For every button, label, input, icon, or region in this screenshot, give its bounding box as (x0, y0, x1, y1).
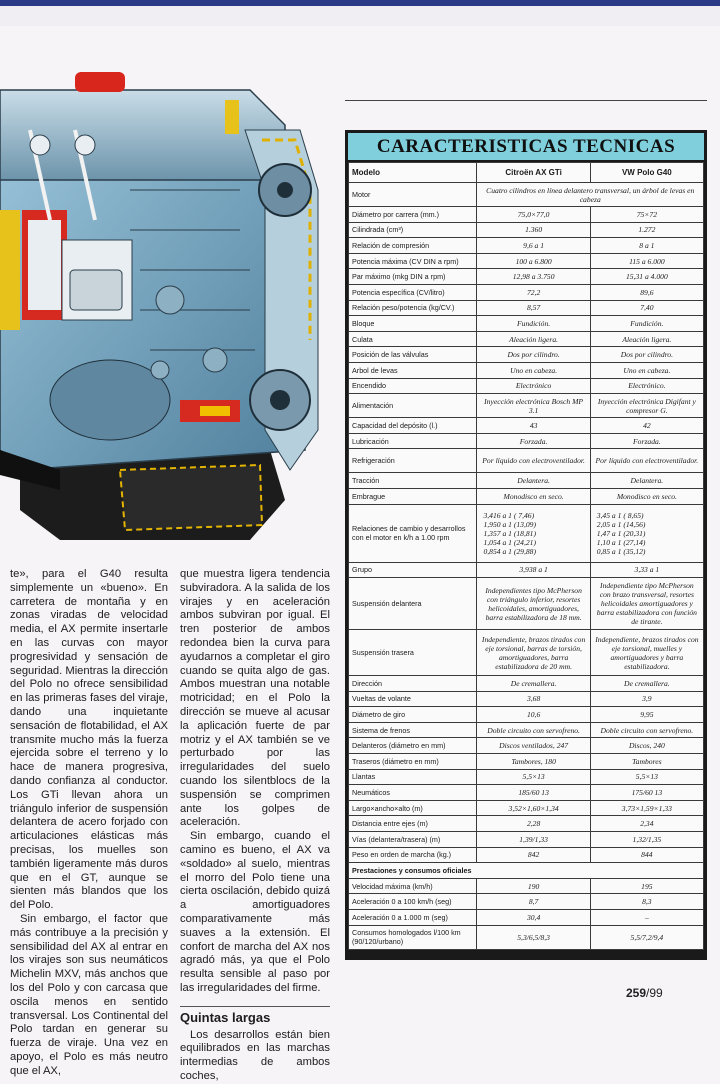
specs-row-value-citroen: Delantera. (477, 473, 590, 489)
specs-row (349, 253, 704, 269)
header-rule (345, 100, 707, 101)
page-number (626, 986, 663, 1000)
article-paragraph: Sin embargo, el factor que más contribuye a la precisión y sensibilidad del AX al entrar en los virajes son sus neumáticos Michelin MXV, más anchos que los del Polo y con carcasa que oscila menos en sentido transversal. Los Continental del Polo tardan en generar su fuerza de viraje. Una vez en apoyo, el Polo es más neutro que el AX, (10, 912, 168, 1077)
specs-row-value-polo: Independiente tipo McPherson con brazo transversal, resortes helicoidales amortiguadores y barra estabilizadora con función de tirante. (590, 578, 703, 630)
specs-row-value-polo: Uno en cabeza. (590, 362, 703, 378)
specs-row-label: Grupo (349, 562, 477, 578)
specs-row-value-citroen: 3,52×1,60×1,34 (477, 800, 590, 816)
specs-row (349, 630, 704, 676)
specs-row (349, 347, 704, 363)
specs-row (349, 785, 704, 801)
specs-title: CARACTERISTICAS TECNICAS (348, 133, 704, 160)
specs-row (349, 562, 704, 578)
specs-row-label: Par máximo (mkg DIN a rpm) (349, 269, 477, 285)
specs-row (349, 691, 704, 707)
article-subheading: Quintas largas (180, 1006, 330, 1025)
page-number-main: 259 (626, 986, 647, 1000)
specs-row-label: Aceleración 0 a 100 km/h (seg) (349, 894, 477, 910)
specs-row-value-citroen: 72,2 (477, 284, 590, 300)
specs-row-value-citroen: Independiente, brazos tirados con eje torsional, barras de torsión, amortiguadores, barra estabilizadora de 20 mm. (477, 630, 590, 676)
specs-row (349, 707, 704, 723)
specs-row-label: Suspensión delantera (349, 578, 477, 630)
specs-row-value-polo: 115 a 6.000 (590, 253, 703, 269)
specs-row-label: Cilindrada (cm³) (349, 222, 477, 238)
specs-row (349, 894, 704, 910)
specs-row-label: Prestaciones y consumos oficiales (349, 863, 704, 879)
specs-row-value-citroen: 3,416 a 1 ( 7,46) 1,950 a 1 (13,09) 1,357 a 1 (18,81) 1,054 a 1 (24,21) 0,854 a 1 (29,88) (477, 504, 590, 562)
specs-row-value-polo: Delantera. (590, 473, 703, 489)
specs-row-label: Delanteros (diámetro en mm) (349, 738, 477, 754)
specs-row-value-polo: 8 a 1 (590, 238, 703, 254)
specs-row (349, 800, 704, 816)
article-column-1 (10, 568, 168, 1078)
specs-row-label: Potencia máxima (CV DIN a rpm) (349, 253, 477, 269)
specs-box (345, 130, 707, 960)
article-paragraph: te», para el G40 resulta simplemente un «bueno». En carretera de montaña y en zonas viradas de velocidad media, el AX permite insertarle en las curvas con mayor progresividad y sensación de seguridad. Mientras la dirección del Polo no ofrece sensibilidad en las primeras fases del viraje, dando una inquietante sensación de flotabilidad, el AX transmite mucho más la fuerza ejercida sobre el terreno y lo hace de manera progresiva, dando confianza al conductor. Los GTi llevan ahora un triángulo inferior de suspensión delantera de acero forjado con articulaciones elásticas más precisas, los muelles son también ligeramente más duros que en el GT, aunque se sienten más blandos que los del Polo. (10, 568, 168, 912)
specs-row-label: Suspensión trasera (349, 630, 477, 676)
specs-header-model: Modelo (349, 163, 477, 183)
specs-row-value-citroen: 10,6 (477, 707, 590, 723)
specs-row (349, 378, 704, 394)
specs-row-label: Encendido (349, 378, 477, 394)
specs-row-value-polo: 9,95 (590, 707, 703, 723)
specs-row-label: Relaciones de cambio y desarrollos con el motor en k/h a 1.00 rpm (349, 504, 477, 562)
specs-row-value-polo: – (590, 910, 703, 926)
specs-row-value-citroen: 1,39/1,33 (477, 832, 590, 848)
specs-row-value-citroen: 8,57 (477, 300, 590, 316)
specs-row (349, 269, 704, 285)
specs-row-value-polo: 3,73×1,59×1,33 (590, 800, 703, 816)
specs-row-value-polo: 3,9 (590, 691, 703, 707)
specs-row-label: Potencia específica (CV/litro) (349, 284, 477, 300)
specs-row-value-citroen: Monodisco en seco. (477, 488, 590, 504)
specs-row (349, 394, 704, 418)
specs-row-value-polo: Fundición. (590, 316, 703, 332)
specs-row-label: Tracción (349, 473, 477, 489)
specs-row-label: Peso en orden de marcha (kg.) (349, 847, 477, 863)
specs-row-value-polo: 75×72 (590, 207, 703, 223)
specs-row (349, 449, 704, 473)
specs-row-value-polo: De cremallera. (590, 676, 703, 692)
specs-row (349, 910, 704, 926)
specs-row (349, 300, 704, 316)
specs-row-value-citroen: Inyección electrónica Bosch MP 3.1 (477, 394, 590, 418)
specs-row-value-polo: 7,40 (590, 300, 703, 316)
specs-row-value-citroen: 3,68 (477, 691, 590, 707)
specs-row-label: Neumáticos (349, 785, 477, 801)
article-column-2 (180, 568, 330, 1084)
specs-row-value-citroen: 185/60 13 (477, 785, 590, 801)
specs-row-value-polo: 5,5/7,2/9,4 (590, 925, 703, 949)
specs-row-value-citroen: 8,7 (477, 894, 590, 910)
specs-row-value-citroen: Tambores, 180 (477, 754, 590, 770)
specs-row (349, 878, 704, 894)
specs-row-value-polo: 1,32/1,35 (590, 832, 703, 848)
specs-row-label: Alimentación (349, 394, 477, 418)
specs-row-label: Aceleración 0 a 1.000 m (seg) (349, 910, 477, 926)
specs-row-label: Lubricación (349, 433, 477, 449)
specs-row-label: Velocidad máxima (km/h) (349, 878, 477, 894)
specs-row (349, 316, 704, 332)
specs-row-value-citroen: 190 (477, 878, 590, 894)
specs-row-value-polo: Inyección electrónica Digifant y compresor G. (590, 394, 703, 418)
specs-row-value-citroen: 100 a 6.800 (477, 253, 590, 269)
specs-row-value-citroen: Forzada. (477, 433, 590, 449)
article-paragraph: Sin embargo, cuando el camino es bueno, el AX va «soldado» al suelo, mientras el morro del Polo tiene una cierta oscilación, debido quizá a amortiguadores comparativamente más suaves a la extensión. El confort de marcha del AX nos agradó más, ya que el Polo resulta sensible al paso por las irregularidades del firme. (180, 830, 330, 994)
specs-row (349, 222, 704, 238)
specs-row-label: Distancia entre ejes (m) (349, 816, 477, 832)
specs-row-value-citroen: 9,6 a 1 (477, 238, 590, 254)
specs-row-label: Llantas (349, 769, 477, 785)
specs-row (349, 504, 704, 562)
specs-row (349, 433, 704, 449)
specs-row-value-citroen: Electrónico (477, 378, 590, 394)
specs-row-value-polo: 844 (590, 847, 703, 863)
specs-row-label: Bloque (349, 316, 477, 332)
specs-row (349, 331, 704, 347)
specs-row (349, 473, 704, 489)
specs-row-value-polo: 2,34 (590, 816, 703, 832)
specs-row-value-polo: Doble circuito con servofreno. (590, 722, 703, 738)
specs-row-value-citroen: Por líquido con electroventilador. (477, 449, 590, 473)
specs-table (348, 162, 704, 950)
specs-row-value-citroen: Dos por cilindro. (477, 347, 590, 363)
specs-row-value-polo: 3,45 a 1 ( 8,65) 2,05 a 1 (14,56) 1,47 a 1 (20,31) 1,10 a 1 (27,14) 0,85 a 1 (35,12) (590, 504, 703, 562)
specs-row-label: Consumos homologados l/100 km (90/120/urbano) (349, 925, 477, 949)
specs-row-value-citroen: Aleación ligera. (477, 331, 590, 347)
specs-row-value-citroen: 1.360 (477, 222, 590, 238)
specs-row-value-citroen: 43 (477, 418, 590, 434)
specs-row-label: Capacidad del depósito (l.) (349, 418, 477, 434)
specs-row-value-shared: Cuatro cilindros en línea delantero transversal, un árbol de levas en cabeza (477, 183, 704, 207)
specs-row (349, 676, 704, 692)
specs-row (349, 578, 704, 630)
specs-row-label: Relación de compresión (349, 238, 477, 254)
specs-row-value-citroen: 5,3/6,5/8,3 (477, 925, 590, 949)
specs-row-value-citroen: 30,4 (477, 910, 590, 926)
specs-row-label: Motor (349, 183, 477, 207)
specs-row (349, 238, 704, 254)
specs-row (349, 418, 704, 434)
specs-row-label: Diámetro por carrera (mm.) (349, 207, 477, 223)
specs-row-label: Posición de las válvulas (349, 347, 477, 363)
article-paragraph: que muestra ligera tendencia subviradora. A la salida de los virajes y en aceleración ambos subviran por igual. El tren posterior de ambos redondea bien la curva para ayudarnos a completar el giro cuando se quita algo de gas. Ambos muestran una notable motricidad; en el Polo la dirección se mueve al acusar la aplicación fuerte de par motriz y el AX también se ve perturbado por las irregularidades del suelo cuando los silentblocs de la suspensión se comprimen ante los golpes de aceleración. (180, 568, 330, 829)
specs-row-value-polo: Electrónico. (590, 378, 703, 394)
specs-row-value-citroen: Independientes tipo McPherson con triángulo inferior, resortes helicoidales, amortiguadores, barra estabilizadora de 18 mm. (477, 578, 590, 630)
specs-row-value-citroen: Doble circuito con servofreno. (477, 722, 590, 738)
specs-row-value-polo: 42 (590, 418, 703, 434)
specs-row (349, 863, 704, 879)
specs-row-value-polo: 8,3 (590, 894, 703, 910)
specs-row-value-citroen: Discos ventilados, 247 (477, 738, 590, 754)
specs-row-value-polo: Tambores (590, 754, 703, 770)
specs-row-value-polo: 3,33 a 1 (590, 562, 703, 578)
specs-row (349, 738, 704, 754)
specs-row (349, 754, 704, 770)
specs-row-label: Culata (349, 331, 477, 347)
specs-row-value-citroen: 12,98 a 3.750 (477, 269, 590, 285)
engine-illustration (0, 70, 322, 560)
specs-row-label: Refrigeración (349, 449, 477, 473)
specs-header-polo: VW Polo G40 (590, 163, 703, 183)
article-paragraph: Los desarrollos están bien equilibrados en las marchas intermedias de ambos coches, (180, 1028, 330, 1082)
specs-row-value-polo: Por líquido con electroventilador. (590, 449, 703, 473)
specs-row (349, 362, 704, 378)
specs-row-value-citroen: 75,0×77,0 (477, 207, 590, 223)
specs-row-label: Vías (delantera/trasera) (m) (349, 832, 477, 848)
specs-body (349, 183, 704, 950)
specs-row-value-polo: Dos por cilindro. (590, 347, 703, 363)
page-number-suffix: /99 (646, 986, 663, 1000)
specs-row-label: Arbol de levas (349, 362, 477, 378)
specs-row-label: Dirección (349, 676, 477, 692)
specs-row (349, 925, 704, 949)
specs-row (349, 207, 704, 223)
specs-row-value-polo: 1.272 (590, 222, 703, 238)
specs-row (349, 847, 704, 863)
specs-row-label: Vueltas de volante (349, 691, 477, 707)
specs-row-value-citroen: Uno en cabeza. (477, 362, 590, 378)
specs-row-value-citroen: Fundición. (477, 316, 590, 332)
specs-row-value-polo: Aleación ligera. (590, 331, 703, 347)
specs-row-label: Embrague (349, 488, 477, 504)
specs-row-value-polo: Independiente, brazos tirados con eje torsional, muelles y amortiguadores y barra estabilizadora. (590, 630, 703, 676)
specs-row (349, 284, 704, 300)
specs-row-value-polo: Monodisco en seco. (590, 488, 703, 504)
specs-row-value-polo: Forzada. (590, 433, 703, 449)
specs-row-label: Sistema de frenos (349, 722, 477, 738)
specs-row (349, 488, 704, 504)
specs-row (349, 183, 704, 207)
specs-row (349, 722, 704, 738)
specs-row-value-polo: 195 (590, 878, 703, 894)
specs-row-value-citroen: 842 (477, 847, 590, 863)
specs-row-value-citroen: 2,28 (477, 816, 590, 832)
specs-row (349, 769, 704, 785)
specs-header-row (349, 163, 704, 183)
specs-row-value-citroen: 5,5×13 (477, 769, 590, 785)
specs-row-value-citroen: De cremallera. (477, 676, 590, 692)
specs-row-value-polo: 175/60 13 (590, 785, 703, 801)
specs-row (349, 832, 704, 848)
specs-header-citroen: Citroën AX GTi (477, 163, 590, 183)
specs-row-value-polo: 5,5×13 (590, 769, 703, 785)
specs-row-value-polo: 15,31 a 4.000 (590, 269, 703, 285)
specs-row-label: Largo×ancho×alto (m) (349, 800, 477, 816)
specs-row-value-polo: 89,6 (590, 284, 703, 300)
specs-row-value-citroen: 3,938 a 1 (477, 562, 590, 578)
specs-row-value-polo: Discos, 240 (590, 738, 703, 754)
specs-row (349, 816, 704, 832)
specs-row-label: Traseros (diámetro en mm) (349, 754, 477, 770)
page-top-strip (0, 0, 720, 26)
specs-row-label: Relación peso/potencia (kg/CV.) (349, 300, 477, 316)
specs-row-label: Diámetro de giro (349, 707, 477, 723)
